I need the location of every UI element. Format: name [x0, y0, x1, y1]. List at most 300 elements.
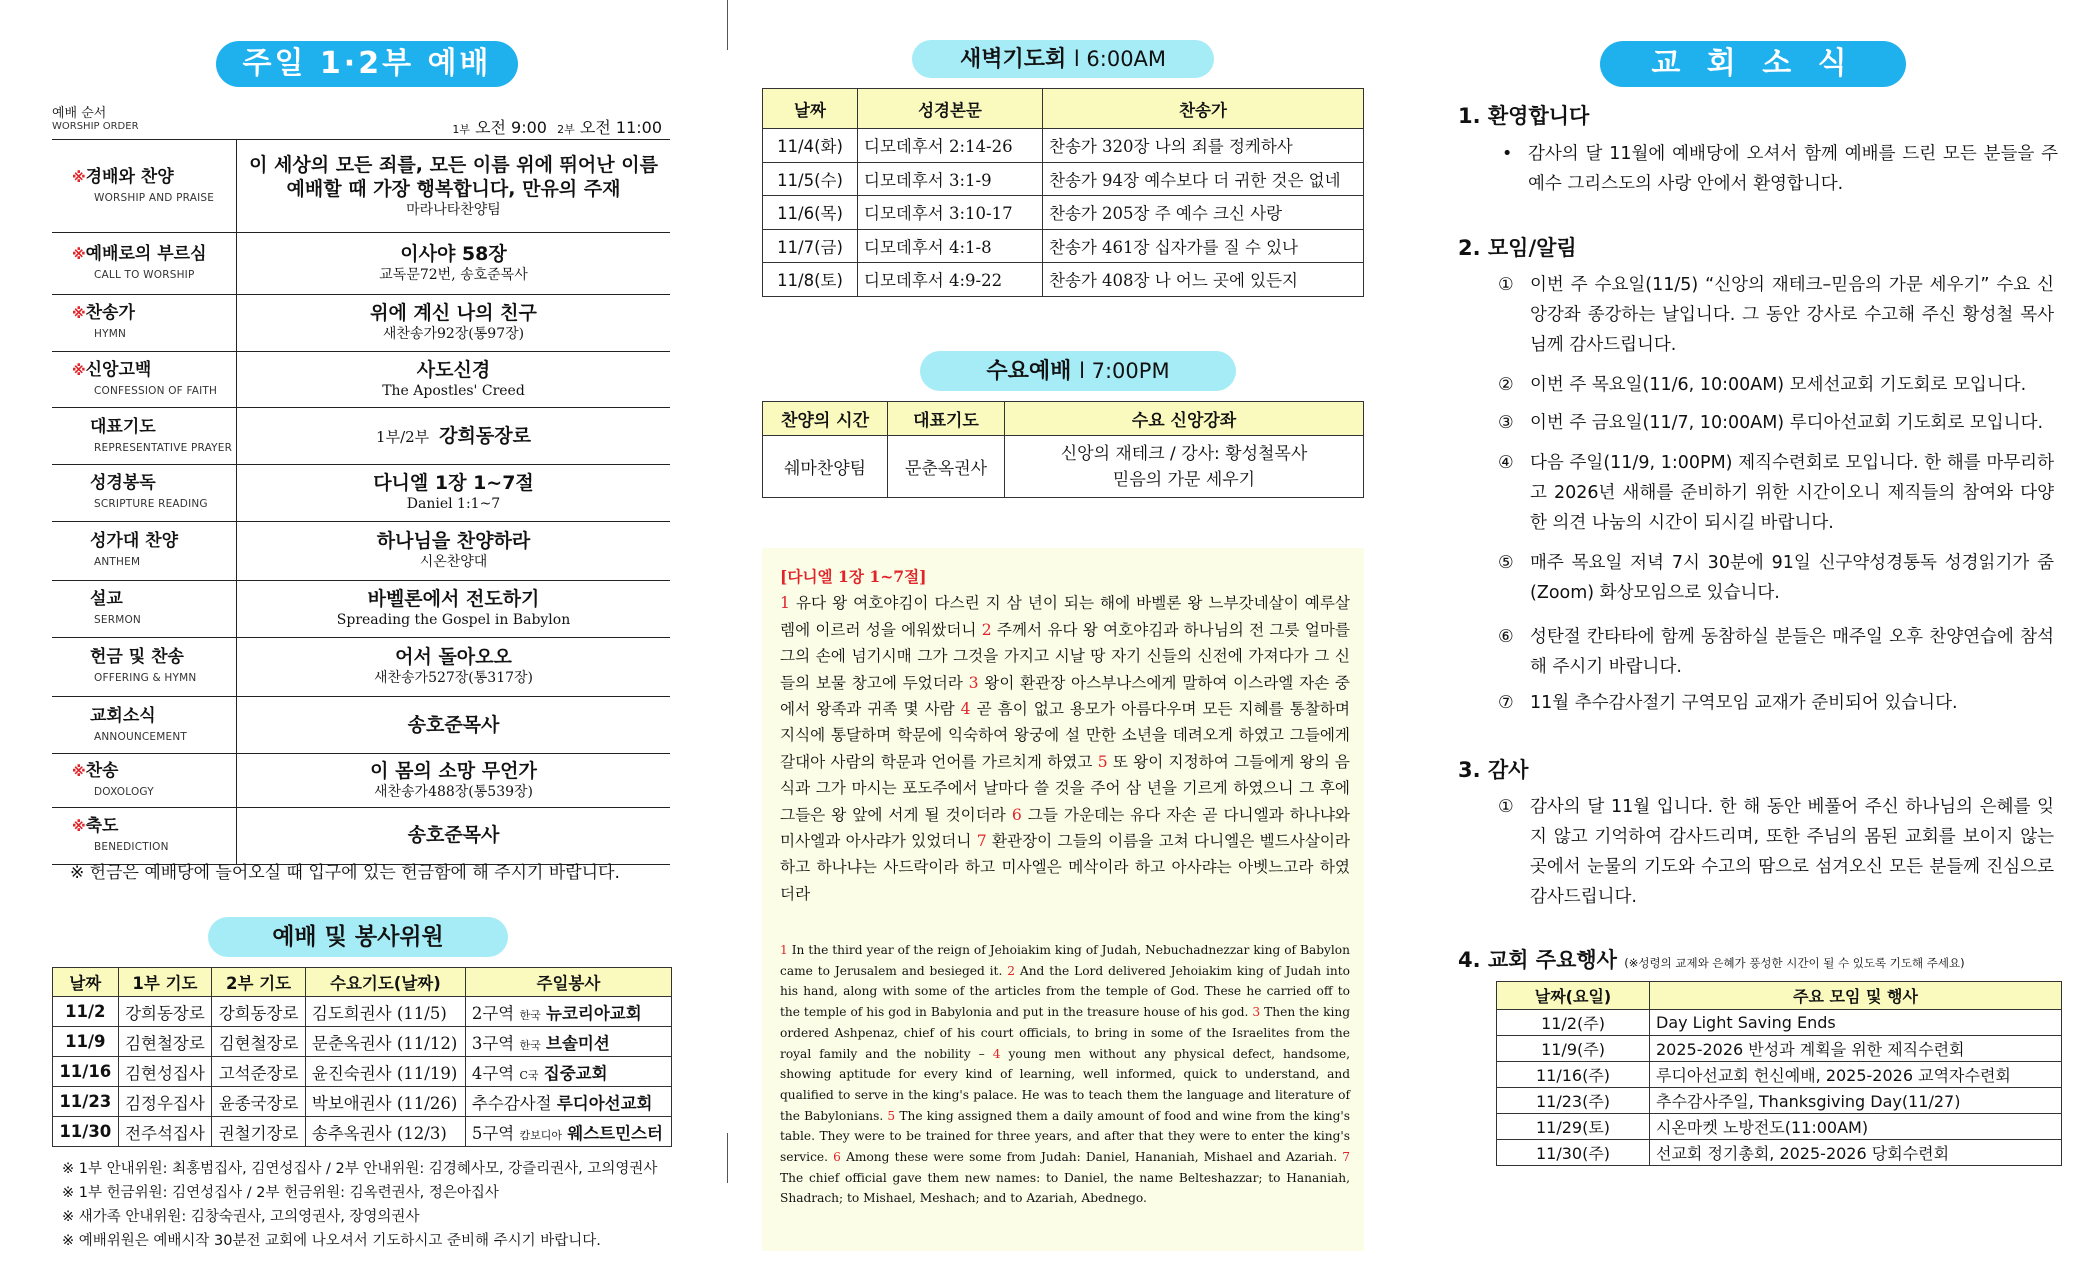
wednesday-lecture	[1005, 436, 1364, 498]
event-row	[1497, 1036, 2062, 1062]
dawn-text: 디모데후서 2:14-26	[858, 129, 1043, 163]
order-item-label	[52, 294, 237, 351]
order-item-en: OFFERING & HYMN	[94, 672, 197, 685]
service-church: 루디아선교회	[556, 1093, 653, 1113]
committee-date: 11/9	[53, 1027, 119, 1057]
dawn-row	[763, 263, 1364, 297]
bible-heading: [다니엘 1장 1~7절]	[780, 567, 927, 586]
dawn-text: 디모데후서 3:10-17	[858, 196, 1043, 230]
wednesday-table	[762, 401, 1364, 498]
event-row	[1497, 1140, 2062, 1166]
verse-text: 주께서 유다 왕 여호야김과 하나님의 전 그릇 얼마를 그의 손에 넘기시매 그가 그것을 가지고 시날 땅 자기 신들의 신전에 가져다가 그 신들의 보물 창고에 두었더라	[780, 620, 1350, 692]
order-item-sub: Spreading the Gospel in Babylon	[336, 612, 571, 629]
events-title: 4. 교회 주요행사	[1458, 948, 1617, 972]
order-item-prefix: 1부/2부	[376, 427, 430, 446]
news-section-events	[1458, 944, 1965, 974]
order-item-title: 성경봉독	[90, 473, 156, 494]
order-item-title: 예배로의 부르심	[85, 243, 207, 264]
worship-order-row	[52, 637, 670, 697]
dawn-hymn: 찬송가 408장 나 어느 곳에 있든지	[1043, 263, 1364, 297]
item-number: ⑦	[1498, 693, 1514, 713]
committee-note: ※ 1부 헌금위원: 김연성집사 / 2부 헌금위원: 김옥련권사, 정은아집사	[62, 1185, 499, 1201]
bible-english	[780, 940, 1350, 1209]
wednesday-time: l 7:00PM	[1079, 359, 1170, 383]
order-item-sub: Daniel 1:1~7	[406, 496, 501, 513]
order-item-text	[237, 358, 670, 400]
verse-number: 7	[1342, 1150, 1351, 1165]
order-item-content	[237, 464, 670, 521]
meeting-item	[1498, 370, 2054, 400]
committee-header: 수요기도(날짜)	[305, 968, 465, 997]
event-date: 11/29(토)	[1497, 1114, 1650, 1140]
dawn-hymn: 찬송가 461장 십자가를 질 수 있나	[1043, 229, 1364, 263]
thanks-item	[1498, 792, 2054, 912]
order-item-main-text: 사도신경	[416, 358, 491, 381]
dawn-title	[912, 40, 1214, 78]
dawn-date: 11/8(토)	[763, 263, 858, 297]
dawn-row	[763, 229, 1364, 263]
committee-prayer1: 김정우집사	[118, 1087, 212, 1117]
dawn-hymn: 찬송가 205장 주 예수 크신 사랑	[1043, 196, 1364, 230]
service-times	[452, 115, 662, 138]
order-item-label	[52, 521, 237, 580]
event-name: 시온마켓 노방전도(11:00AM)	[1650, 1114, 2062, 1140]
item-text: 성탄절 칸타타에 함께 동참하실 분들은 매주일 오후 찬양연습에 참석해 주시기 바랍니다.	[1530, 627, 2054, 677]
order-item-name	[72, 412, 156, 437]
required-mark: ※	[72, 169, 86, 186]
event-name: 2025-2026 반성과 계획을 위한 제직수련회	[1650, 1036, 2062, 1062]
committee-row	[53, 1027, 672, 1057]
item-text: 감사의 달 11월 입니다. 한 해 동안 베풀어 주신 하나님의 은혜를 잊지 않고 기억하여 감사드리며, 또한 주님의 몸된 교회를 보이지 않는 곳에서 눈물의 기도와 수고의 땀으로 섬겨오신 모든 분들께 진심으로 감사드립니다.	[1530, 797, 2054, 907]
order-item-content	[237, 351, 670, 408]
service-group: 3구역	[471, 1033, 515, 1053]
committee-service	[465, 1087, 671, 1117]
meeting-item	[1498, 688, 2054, 718]
order-item-sub: The Apostles' Creed	[382, 382, 525, 399]
worship-order-row	[52, 140, 670, 233]
committee-header: 1부 기도	[118, 968, 212, 997]
service-country: 한국	[519, 1038, 541, 1052]
worship-order-row	[52, 351, 670, 409]
required-mark: ※	[72, 362, 86, 379]
item-number: ③	[1498, 413, 1514, 433]
order-item-sub: 새찬송가92장(통97장)	[382, 326, 525, 343]
required-mark: ※	[72, 763, 86, 780]
news-section-welcome: 1. 환영합니다	[1458, 104, 1590, 128]
committee-wed: 문춘옥권사 (11/12)	[305, 1027, 465, 1057]
wednesday-title	[920, 351, 1236, 391]
dawn-date: 11/6(목)	[763, 196, 858, 230]
dawn-header: 성경본문	[858, 89, 1043, 129]
verse-number: 4	[992, 1046, 1001, 1061]
order-item-title: 성가대 찬양	[90, 531, 179, 552]
service-church: 웨스트민스터	[567, 1123, 663, 1143]
order-item-main-text: 바벨론에서 전도하기	[367, 588, 540, 611]
order-item-main	[237, 358, 670, 382]
welcome-text: 감사의 달 11월에 예배당에 오셔서 함께 예배를 드린 모든 분들을 주 예수 그리스도의 사랑 안에서 환영합니다.	[1528, 144, 2058, 194]
order-item-text	[237, 301, 670, 343]
order-item-text	[237, 529, 670, 571]
committee-service	[465, 1027, 671, 1057]
order-item-main	[237, 587, 670, 611]
dawn-text: 디모데후서 4:1-8	[858, 229, 1043, 263]
item-text: 이번 주 목요일(11/6, 10:00AM) 모세선교회 기도회로 모입니다.	[1530, 375, 2027, 395]
verse-number: 2	[981, 620, 992, 639]
order-item-title: 설교	[90, 589, 123, 610]
order-item-text	[237, 153, 670, 219]
committee-service	[465, 1117, 671, 1147]
verse-text: The king assigned them a daily amount of food and wine from the king's table. They were to be trained for three years, and after that they were to enter the king's service.	[780, 1108, 1350, 1165]
welcome-item	[1502, 139, 2058, 199]
dawn-time: l 6:00AM	[1073, 47, 1167, 71]
event-row	[1497, 1114, 2062, 1140]
committee-date: 11/30	[53, 1117, 119, 1147]
events-header: 주요 모임 및 행사	[1650, 982, 2062, 1010]
order-item-en: WORSHIP AND PRAISE	[94, 191, 215, 204]
order-label-en: WORSHIP ORDER	[52, 121, 139, 132]
verse-text: 유다 왕 여호야김이 다스린 지 삼 년이 되는 해에 바벨론 왕 느부갓네살이 예루살렘에 이르러 성을 에워쌌더니	[780, 594, 1350, 639]
news-section-meetings: 2. 모임/알림	[1458, 236, 1577, 260]
verse-number: 1	[780, 594, 790, 613]
committee-title: 예배 및 봉사위원	[208, 917, 508, 957]
dawn-header: 날짜	[763, 89, 858, 129]
meeting-item	[1498, 622, 2054, 682]
order-item-main	[237, 153, 670, 177]
order-item-content	[237, 140, 670, 232]
order-item-main	[237, 301, 670, 325]
item-number: ①	[1498, 797, 1514, 817]
order-item-sub: 새찬송가488장(통539장)	[373, 783, 534, 800]
verse-number: 5	[1097, 752, 1108, 771]
order-item-content	[237, 232, 670, 294]
order-item-en: CONFESSION OF FAITH	[94, 384, 218, 397]
time1-label: 1부	[452, 123, 470, 136]
committee-prayer2: 고석준장로	[212, 1057, 306, 1087]
order-item-content	[237, 807, 670, 864]
order-item-main	[237, 471, 670, 495]
committee-prayer2: 강희동장로	[212, 997, 306, 1027]
order-item-main-text: 이 몸의 소망 무언가	[370, 759, 537, 782]
committee-prayer2: 윤종국장로	[212, 1087, 306, 1117]
order-item-main	[237, 759, 670, 783]
order-item-text	[237, 645, 670, 687]
order-item-main-text: 송호준목사	[407, 824, 500, 847]
required-mark: ※	[72, 306, 86, 323]
verse-text: 곧 흠이 없고 용모가 아름다우며 모든 지혜를 통찰하며 지식에 통달하며 학문에 익숙하여 왕궁에 설 만한 소년을 데려오게 하였고 그들에게 갈대아 사람의 학문과 언어를 가르치게 하였고	[780, 700, 1350, 771]
committee-header: 날짜	[53, 968, 119, 997]
dawn-row	[763, 196, 1364, 230]
dawn-date: 11/4(화)	[763, 129, 858, 163]
order-label: 예배 순서	[52, 106, 107, 121]
worship-order-row	[52, 464, 670, 522]
time1: 오전 9:00	[475, 118, 547, 137]
order-item-title: 헌금 및 찬송	[90, 647, 184, 668]
order-item-main-text: 송호준목사	[407, 713, 500, 736]
order-item-sub: 교독문72번, 송호준목사	[379, 266, 528, 283]
order-item-main-text: 어서 돌아오오	[395, 646, 512, 669]
order-item-main	[237, 529, 670, 553]
verse-number: 1	[780, 943, 788, 957]
order-item-main	[237, 242, 670, 266]
verse-text: In the third year of the reign of Jehoiakim king of Judah, Nebuchadnezzar king of Babylon came to Jerusalem and besieged it.	[780, 943, 1350, 978]
required-mark: ※	[72, 246, 86, 263]
verse-text: 환관장이 그들의 이름을 고쳐 다니엘은 벨드사살이라 하고 하나냐는 사드락이라 하고 미사엘은 메삭이라 하고 아사랴는 아벳느고라 하였더라	[780, 832, 1350, 903]
event-name: Day Light Saving Ends	[1650, 1010, 2062, 1036]
event-date: 11/23(주)	[1497, 1088, 1650, 1114]
divider-top	[727, 0, 728, 50]
verse-text: The chief official gave them new names: to Daniel, the name Belteshazzar; to Hananiah, Shadrach; to Mishael, Meshach; and to Azariah, Abednego.	[780, 1170, 1350, 1206]
committee-wed: 박보애권사 (11/26)	[305, 1087, 465, 1117]
verse-number: 4	[960, 700, 971, 719]
news-title: 교 회 소 식	[1600, 41, 1906, 87]
service-group: 2구역	[471, 1003, 515, 1023]
order-item-content	[237, 696, 670, 753]
order-item-sub: 시온찬양대	[419, 554, 488, 571]
wednesday-lecture-line2: 믿음의 가문 세우기	[1112, 469, 1256, 490]
order-item-name	[72, 355, 151, 380]
wednesday-title-text: 수요예배	[986, 359, 1072, 384]
item-text: 매주 목요일 저녁 7시 30분에 91일 신구약성경통독 성경읽기가 줌(Zoom) 화상모임으로 있습니다.	[1530, 553, 2054, 603]
order-item-en: ANNOUNCEMENT	[94, 730, 188, 743]
service-country: 캄보디아	[519, 1128, 563, 1142]
dawn-table	[762, 88, 1364, 297]
meeting-item	[1498, 548, 2054, 608]
committee-prayer1: 전주석집사	[118, 1117, 212, 1147]
committee-service	[465, 997, 671, 1027]
committee-note: ※ 예배위원은 예배시작 30분전 교회에 나오셔서 기도하시고 준비해 주시기 바랍니다.	[62, 1233, 601, 1249]
order-item-label	[52, 580, 237, 637]
order-item-en: BENEDICTION	[94, 841, 169, 854]
dawn-hymn: 찬송가 94장 예수보다 더 귀한 것은 없네	[1043, 162, 1364, 196]
order-item-main	[237, 713, 670, 737]
event-date: 11/30(주)	[1497, 1140, 1650, 1166]
wednesday-lecture-line1: 신앙의 재테크 / 강사: 황성철목사	[1060, 443, 1308, 464]
order-item-label	[52, 807, 237, 864]
item-text: 11월 추수감사절기 구역모임 교재가 준비되어 있습니다.	[1530, 693, 1958, 713]
item-number: ⑤	[1498, 553, 1514, 573]
divider-bottom	[727, 1133, 728, 1183]
event-row	[1497, 1088, 2062, 1114]
item-text: 이번 주 금요일(11/7, 10:00AM) 루디아선교회 기도회로 모입니다.	[1530, 413, 2044, 433]
committee-header: 2부 기도	[212, 968, 306, 997]
verse-text: 또 왕이 지정하여 그들에게 왕의 음식과 그가 마시는 포도주에서 날마다 쓸 것을 주어 삼 년을 기르게 하였으니 그 후에 그들은 왕 앞에 서게 될 것이더라	[780, 752, 1350, 824]
committee-row	[53, 1087, 672, 1117]
verse-number: 3	[1252, 1005, 1261, 1020]
event-date: 11/9(주)	[1497, 1036, 1650, 1062]
order-item-label	[52, 407, 237, 464]
dawn-date: 11/5(수)	[763, 162, 858, 196]
order-item-content	[237, 521, 670, 580]
verse-number: 6	[1011, 805, 1022, 824]
meeting-item	[1498, 270, 2054, 360]
order-item-main-text: 강희동장로	[439, 424, 531, 447]
time2-label: 2부	[557, 123, 575, 136]
wednesday-praise: 쉐마찬양팀	[763, 436, 888, 498]
order-item-name	[72, 162, 174, 187]
worship-order-row	[52, 580, 670, 638]
service-group: 5구역	[471, 1123, 515, 1143]
order-item-content	[237, 753, 670, 807]
committee-note: ※ 새가족 안내위원: 김창숙권사, 고의영권사, 장영의권사	[62, 1209, 420, 1225]
order-item-main-text: 이사야 58장	[400, 242, 507, 265]
verse-text: 왕이 환관장 아스부나스에게 말하여 이스라엘 자손 중에서 왕족과 귀족 몇 사람	[780, 673, 1350, 719]
order-item-sub: 새찬송가527장(통317장)	[373, 670, 534, 687]
committee-wed: 김도희권사 (11/5)	[305, 997, 465, 1027]
dawn-text: 디모데후서 4:9-22	[858, 263, 1043, 297]
committee-notes	[62, 1157, 657, 1253]
dawn-row	[763, 129, 1364, 163]
order-item-en: REPRESENTATIVE PRAYER	[94, 441, 233, 454]
verse-number: 3	[968, 673, 979, 692]
event-name: 선교회 정기총회, 2025-2026 당회수련회	[1650, 1140, 2062, 1166]
committee-note: ※ 1부 안내위원: 최홍범집사, 김연성집사 / 2부 안내위원: 김경혜사모, 강즐리권사, 고의영권사	[62, 1161, 658, 1177]
dawn-date: 11/7(금)	[763, 229, 858, 263]
service-group: 추수감사절	[471, 1093, 552, 1113]
verse-text: And the Lord delivered Jehoiakim king of Judah into his hand, along with some of the articles from the temple of God. These he carried off to the temple of his god in Babylonia and put in the treasure house of his god.	[780, 963, 1351, 1020]
worship-order-row	[52, 407, 670, 465]
order-item-title: 신앙고백	[85, 359, 152, 380]
order-item-text	[237, 424, 670, 449]
news-section-thanks: 3. 감사	[1458, 758, 1529, 782]
dawn-header: 찬송가	[1043, 89, 1364, 129]
order-item-en: ANTHEM	[94, 556, 141, 569]
item-text: 다음 주일(11/9, 1:00PM) 제직수련회로 모입니다. 한 해를 마무리하고 2026년 새해를 준비하기 위한 시간이오니 제직들의 참여와 다양한 의견 나눔의 시간이 되시길 바랍니다.	[1530, 453, 2054, 533]
order-item-title: 찬송	[85, 760, 119, 781]
event-name: 추수감사주일, Thanksgiving Day(11/27)	[1650, 1088, 2062, 1114]
order-item-name	[72, 642, 184, 667]
wednesday-header: 대표기도	[888, 402, 1005, 436]
dawn-text: 디모데후서 3:1-9	[858, 162, 1043, 196]
committee-service	[465, 1057, 671, 1087]
worship-order-row	[52, 753, 670, 808]
verse-number: 5	[887, 1108, 896, 1123]
service-church: 뉴코리아교회	[546, 1003, 642, 1023]
order-item-main	[237, 424, 670, 449]
order-item-title: 대표기도	[90, 416, 156, 437]
order-item-content	[237, 407, 670, 464]
item-number: ⑥	[1498, 627, 1514, 647]
committee-row	[53, 997, 672, 1027]
time2: 오전 11:00	[579, 118, 662, 137]
verse-number: 7	[976, 832, 987, 851]
wednesday-header: 찬양의 시간	[763, 402, 888, 436]
order-item-content	[237, 580, 670, 637]
order-item-label	[52, 696, 237, 753]
service-country: C국	[519, 1068, 539, 1082]
order-item-name	[72, 468, 156, 493]
order-item-label	[52, 637, 237, 696]
order-item-main-text: 하나님을 찬양하라	[376, 530, 531, 553]
wednesday-header: 수요 신앙강좌	[1005, 402, 1364, 436]
worship-order-header	[52, 100, 670, 138]
order-item-main-text: 다니엘 1장 1~7절	[373, 472, 534, 495]
order-item-name	[72, 811, 118, 836]
dawn-hymn: 찬송가 320장 나의 죄를 정케하사	[1043, 129, 1364, 163]
meeting-item	[1498, 408, 2054, 438]
worship-order-row	[52, 696, 670, 754]
committee-prayer1: 김현성집사	[118, 1057, 212, 1087]
order-item-label	[52, 351, 237, 408]
order-item-main-text: 위에 계신 나의 친구	[370, 302, 537, 325]
committee-prayer1: 강희동장로	[118, 997, 212, 1027]
order-item-sub: 마라나타찬양팀	[406, 201, 501, 218]
offering-note: ※ 헌금은 예배당에 들어오실 때 입구에 있는 헌금함에 해 주시기 바랍니다.	[70, 863, 620, 883]
committee-row	[53, 1117, 672, 1147]
order-item-en: HYMN	[94, 328, 127, 341]
worship-order-row	[52, 807, 670, 865]
order-item-en: DOXOLOGY	[94, 785, 154, 798]
item-text: 이번 주 수요일(11/5) “신앙의 재테크–믿음의 가문 세우기” 수요 신앙강좌 종강하는 날입니다. 그 동안 강사로 수고해 주신 황성철 목사님께 감사드립니다.	[1530, 275, 2054, 355]
service-country: 한국	[519, 1008, 541, 1022]
order-item-title: 교회소식	[90, 705, 156, 726]
order-item-text	[237, 759, 670, 801]
order-item-text	[237, 823, 670, 847]
item-number: ④	[1498, 453, 1514, 473]
order-item-en: SERMON	[94, 614, 141, 627]
order-item-content	[237, 637, 670, 696]
order-item-title: 경배와 찬양	[85, 166, 174, 187]
order-item-name	[72, 701, 156, 726]
event-date: 11/2(주)	[1497, 1010, 1650, 1036]
worship-title: 주일 1·2부 예배	[216, 41, 518, 87]
events-table	[1496, 981, 2062, 1166]
wednesday-prayer: 문춘옥권사	[888, 436, 1005, 498]
committee-prayer2: 권철기장로	[212, 1117, 306, 1147]
committee-prayer2: 김현철장로	[212, 1027, 306, 1057]
order-item-name	[72, 298, 135, 323]
order-item-name	[72, 756, 118, 781]
order-item-content	[237, 294, 670, 351]
order-item-en: SCRIPTURE READING	[94, 498, 208, 511]
order-item-main-2: 예배할 때 가장 행복합니다, 만유의 주재	[286, 177, 621, 200]
committee-date: 11/2	[53, 997, 119, 1027]
service-group: 4구역	[471, 1063, 515, 1083]
order-item-label	[52, 753, 237, 807]
order-item-title: 찬송가	[85, 303, 135, 324]
order-item-text	[237, 471, 670, 513]
committee-row	[53, 1057, 672, 1087]
event-name: 루디아선교회 헌신예배, 2025-2026 교역자수련회	[1650, 1062, 2062, 1088]
order-item-text	[237, 587, 670, 629]
verse-text: young men without any physical defect, handsome, showing aptitude for every kind of learning, well informed, quick to understand, and qualified to serve in the king's palace. He was to teach them the language and literature of the Babylonians.	[780, 1046, 1351, 1123]
bible-passage	[762, 548, 1364, 1251]
committee-wed: 송추옥권사 (12/3)	[305, 1117, 465, 1147]
order-item-text	[237, 242, 670, 284]
order-item-main	[237, 823, 670, 847]
worship-order-row	[52, 521, 670, 581]
order-item-label	[52, 232, 237, 294]
meeting-item	[1498, 448, 2054, 538]
item-number: ①	[1498, 275, 1514, 295]
committee-date: 11/23	[53, 1087, 119, 1117]
committee-header: 주일봉사	[465, 968, 671, 997]
bullet: •	[1502, 144, 1513, 164]
dawn-row	[763, 162, 1364, 196]
service-church: 브솔미션	[546, 1033, 610, 1053]
order-item-main	[237, 645, 670, 669]
worship-order-row	[52, 294, 670, 352]
required-mark: ※	[72, 819, 86, 836]
verse-number: 2	[1007, 963, 1015, 978]
verse-text: 그들 가운데는 유다 자손 곧 다니엘과 하나냐와 미사엘과 아사랴가 있었더니	[780, 805, 1350, 851]
verse-text: Among these were some from Judah: Daniel, Hananiah, Mishael and Azariah.	[846, 1150, 1338, 1165]
order-item-name	[72, 239, 207, 264]
events-header: 날짜(요일)	[1497, 982, 1650, 1010]
committee-wed: 윤진숙권사 (11/19)	[305, 1057, 465, 1087]
order-item-main-text: 이 세상의 모든 죄를, 모든 이름 위에 뛰어난 이름	[249, 153, 658, 176]
events-note: (※성령의 교제와 은혜가 풍성한 시간이 될 수 있도록 기도해 주세요)	[1624, 956, 1965, 970]
order-item-text	[237, 713, 670, 737]
